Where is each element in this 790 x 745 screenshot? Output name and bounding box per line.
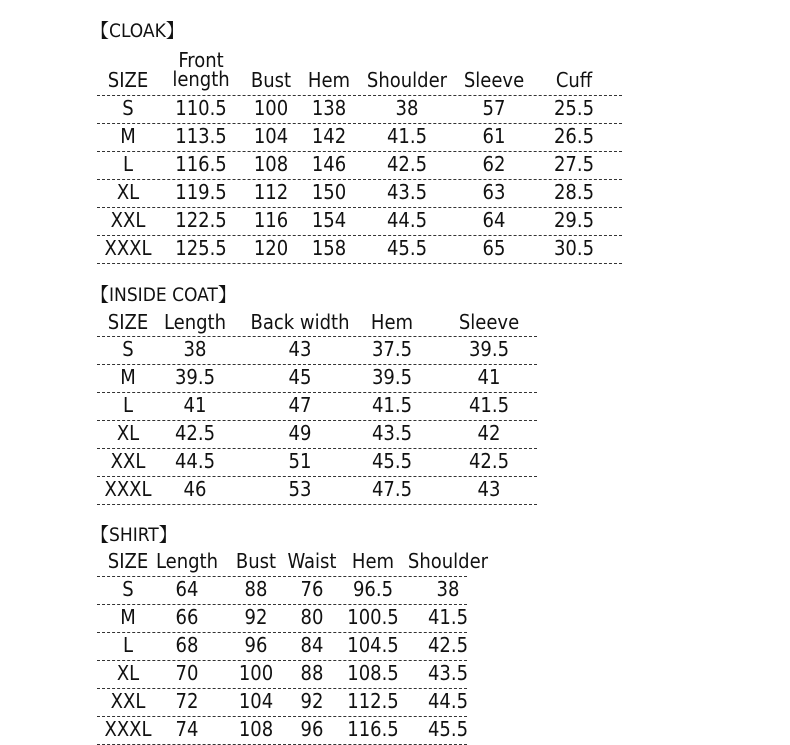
table-cell: 51: [288, 449, 312, 473]
table-cell: 41.5: [468, 393, 510, 417]
table-cell: 64: [482, 208, 506, 232]
size-label: XL: [116, 180, 140, 204]
table-cell: 138: [311, 96, 347, 120]
table-cell: 29.5: [553, 208, 595, 232]
table-cell: 108.5: [347, 661, 399, 685]
column-header-waist: Waist: [287, 549, 337, 573]
table-cell: 47: [288, 393, 312, 417]
table-cell: 104: [253, 124, 289, 148]
table-cell: 96.5: [352, 577, 394, 601]
table-cell: 45.5: [371, 449, 413, 473]
size-label: M: [120, 124, 136, 148]
size-label: S: [122, 577, 134, 601]
column-header-shoulder: Shoulder: [407, 549, 489, 573]
table-cell: 25.5: [553, 96, 595, 120]
column-header-hem: Hem: [351, 549, 395, 573]
column-header-sleeve: Sleeve: [458, 310, 520, 334]
column-header-cuff: Cuff: [555, 68, 593, 92]
table-cell: 39.5: [371, 365, 413, 389]
table-cell: 113.5: [175, 124, 227, 148]
table-cell: 116.5: [347, 717, 399, 741]
cloak-title: 【CLOAK】: [90, 20, 185, 42]
table-cell: 44.5: [386, 208, 428, 232]
table-cell: 45.5: [427, 717, 469, 741]
table-cell: 62: [482, 152, 506, 176]
column-header-size: SIZE: [107, 549, 149, 573]
table-cell: 104: [238, 689, 274, 713]
table-cell: 27.5: [553, 152, 595, 176]
column-header-hem: Hem: [307, 68, 351, 92]
column-header-bust: Bust: [235, 549, 277, 573]
column-header-length: Length: [163, 310, 227, 334]
row-divider: [97, 504, 537, 505]
column-header-back-width: Back width: [250, 310, 350, 334]
row-divider: [97, 688, 467, 689]
row-divider: [97, 632, 467, 633]
table-cell: 44.5: [174, 449, 216, 473]
shirt-title: 【SHIRT】: [90, 524, 178, 546]
size-label: L: [122, 152, 134, 176]
table-cell: 44.5: [427, 689, 469, 713]
table-cell: 42.5: [386, 152, 428, 176]
table-cell: 63: [482, 180, 506, 204]
row-divider: [97, 420, 537, 421]
table-cell: 43: [288, 337, 312, 361]
table-cell: 116.5: [175, 152, 227, 176]
table-cell: 39.5: [468, 337, 510, 361]
size-label: M: [120, 365, 136, 389]
size-label: XXXL: [104, 717, 152, 741]
size-label: XXL: [110, 449, 146, 473]
column-header-length: Length: [155, 549, 219, 573]
row-divider: [97, 476, 537, 477]
table-cell: 37.5: [371, 337, 413, 361]
size-label: XXL: [110, 689, 146, 713]
table-cell: 108: [238, 717, 274, 741]
table-cell: 42.5: [174, 421, 216, 445]
table-cell: 88: [244, 577, 268, 601]
row-divider: [97, 604, 467, 605]
table-cell: 43.5: [386, 180, 428, 204]
table-cell: 125.5: [175, 236, 227, 260]
table-cell: 96: [244, 633, 268, 657]
table-cell: 154: [311, 208, 347, 232]
table-cell: 43.5: [427, 661, 469, 685]
table-cell: 116: [253, 208, 289, 232]
row-divider: [97, 576, 467, 577]
table-cell: 47.5: [371, 477, 413, 501]
size-label: S: [122, 96, 134, 120]
table-cell: 42: [477, 421, 501, 445]
table-cell: 158: [311, 236, 347, 260]
table-cell: 100: [238, 661, 274, 685]
table-cell: 38: [183, 337, 207, 361]
column-header-front-length: Front length: [172, 48, 230, 91]
table-cell: 43.5: [371, 421, 413, 445]
table-cell: 110.5: [175, 96, 227, 120]
size-label: L: [122, 633, 134, 657]
table-cell: 41: [477, 365, 501, 389]
table-cell: 104.5: [347, 633, 399, 657]
table-cell: 146: [311, 152, 347, 176]
table-cell: 43: [477, 477, 501, 501]
size-label: XL: [116, 421, 140, 445]
row-divider: [97, 716, 467, 717]
table-cell: 120: [253, 236, 289, 260]
table-cell: 45: [288, 365, 312, 389]
table-cell: 42.5: [468, 449, 510, 473]
table-cell: 142: [311, 124, 347, 148]
table-cell: 112.5: [347, 689, 399, 713]
column-header-size: SIZE: [107, 68, 149, 92]
table-cell: 88: [300, 661, 324, 685]
table-cell: 92: [244, 605, 268, 629]
row-divider: [97, 364, 537, 365]
table-cell: 45.5: [386, 236, 428, 260]
table-cell: 84: [300, 633, 324, 657]
table-cell: 28.5: [553, 180, 595, 204]
inside-coat-title: 【INSIDE COAT】: [90, 284, 237, 306]
table-cell: 49: [288, 421, 312, 445]
size-label: XXXL: [104, 236, 152, 260]
table-cell: 30.5: [553, 236, 595, 260]
table-cell: 68: [175, 633, 199, 657]
column-header-bust: Bust: [250, 68, 292, 92]
table-cell: 108: [253, 152, 289, 176]
table-cell: 76: [300, 577, 324, 601]
table-cell: 57: [482, 96, 506, 120]
table-cell: 41.5: [386, 124, 428, 148]
size-label: XL: [116, 661, 140, 685]
column-header-hem: Hem: [370, 310, 414, 334]
table-cell: 74: [175, 717, 199, 741]
table-cell: 46: [183, 477, 207, 501]
table-cell: 65: [482, 236, 506, 260]
table-cell: 70: [175, 661, 199, 685]
size-label: XXXL: [104, 477, 152, 501]
table-cell: 61: [482, 124, 506, 148]
size-label: L: [122, 393, 134, 417]
table-cell: 42.5: [427, 633, 469, 657]
table-cell: 66: [175, 605, 199, 629]
table-cell: 41: [183, 393, 207, 417]
table-cell: 38: [436, 577, 460, 601]
table-cell: 150: [311, 180, 347, 204]
table-cell: 72: [175, 689, 199, 713]
table-cell: 38: [395, 96, 419, 120]
table-cell: 53: [288, 477, 312, 501]
table-cell: 96: [300, 717, 324, 741]
table-cell: 64: [175, 577, 199, 601]
table-cell: 80: [300, 605, 324, 629]
size-label: M: [120, 605, 136, 629]
table-cell: 92: [300, 689, 324, 713]
column-header-shoulder: Shoulder: [366, 68, 448, 92]
row-divider: [97, 263, 622, 264]
table-cell: 100: [253, 96, 289, 120]
table-cell: 100.5: [347, 605, 399, 629]
table-cell: 26.5: [553, 124, 595, 148]
size-label: S: [122, 337, 134, 361]
table-cell: 122.5: [175, 208, 227, 232]
table-cell: 119.5: [175, 180, 227, 204]
column-header-sleeve: Sleeve: [463, 68, 525, 92]
table-cell: 39.5: [174, 365, 216, 389]
table-cell: 41.5: [371, 393, 413, 417]
size-label: XXL: [110, 208, 146, 232]
row-divider: [97, 660, 467, 661]
column-header-size: SIZE: [107, 310, 149, 334]
table-cell: 41.5: [427, 605, 469, 629]
table-cell: 112: [253, 180, 289, 204]
